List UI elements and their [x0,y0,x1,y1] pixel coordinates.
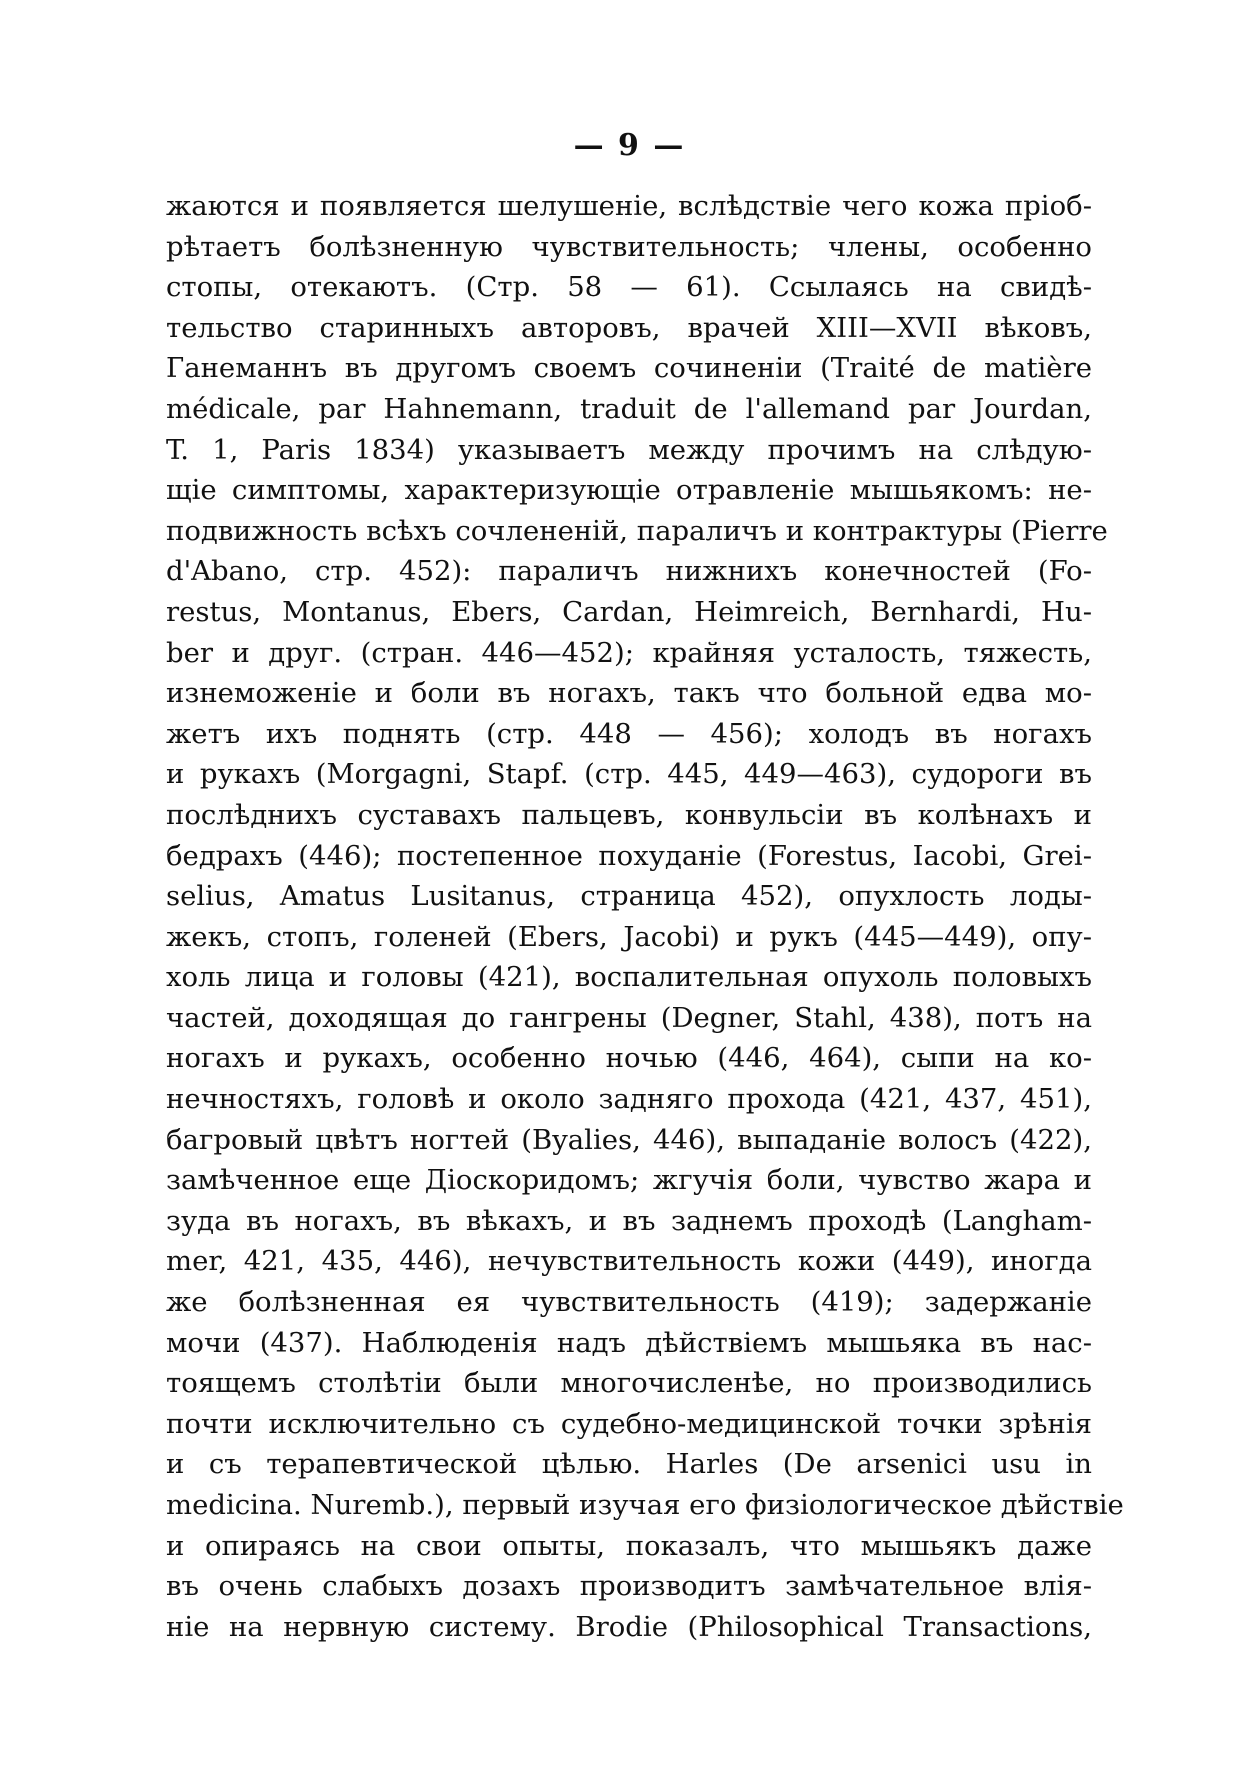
text-line: бедрахъ (446); постепенное похуданіе (Forestus, Iacobi, Grei- [166,839,1092,872]
text-line: подвижность всѣхъ сочлененій, параличъ и контрактуры (Pierre [166,514,1108,547]
text-line: ніе на нервную систему. Brodie (Philosophical Transactions, [166,1610,1092,1643]
text-line: жетъ ихъ поднять (стр. 448 — 456); холодъ въ ногахъ [166,717,1092,750]
text-line: Ганеманнъ въ другомъ своемъ сочиненіи (Traité de matière [166,352,1092,385]
text-line: частей, доходящая до гангрены (Degner, Stahl, 438), потъ на [166,1001,1092,1034]
text-line: багровый цвѣтъ ногтей (Byalies, 446), выпаданіе волосъ (422), [166,1123,1092,1156]
text-line: почти исключительно съ судебно-медицинской точки зрѣнія [166,1407,1092,1440]
text-line: въ очень слабыхъ дозахъ производитъ замѣчательное влія- [166,1570,1092,1603]
text-line: medicina. Nuremb.), первый изучая его физіологическое дѣйствіе [166,1489,1124,1521]
text-line: ber и друг. (стран. 446—452); крайняя усталость, тяжесть, [166,636,1092,669]
text-line: нечностяхъ, головѣ и около задняго прохода (421, 437, 451), [166,1083,1092,1116]
text-line: mer, 421, 435, 446), нечувствительность кожи (449), иногда [166,1245,1092,1278]
text-line: d'Abano, стр. 452): параличъ нижнихъ конечностей (Fo- [166,555,1092,588]
text-line: жекъ, стопъ, голеней (Ebers, Jacobi) и рукъ (445—449), опу- [166,920,1092,953]
text-line: и съ терапевтической цѣлью. Harles (De arsenici usu in [166,1448,1092,1481]
text-line: зуда въ ногахъ, въ вѣкахъ, и въ заднемъ проходѣ (Langham- [166,1204,1092,1237]
text-line: стопы, отекаютъ. (Стр. 58 — 61). Ссылаясь на свидѣ- [166,271,1092,304]
text-line: restus, Montanus, Ebers, Cardan, Heimreich, Bernhardi, Hu- [166,595,1092,628]
text-line: щіе симптомы, характеризующіе отравленіе мышьякомъ: не- [166,474,1092,507]
text-line: и рукахъ (Morgagni, Stapf. (стр. 445, 449—463), судороги въ [166,758,1092,791]
text-line: же болѣзненная ея чувствительность (419); задержаніе [166,1286,1092,1319]
text-line: тоящемъ столѣтіи были многочисленѣе, но производились [166,1367,1092,1400]
text-line: T. 1, Paris 1834) указываетъ между прочимъ на слѣдую- [166,433,1092,466]
text-line: médicale, par Hahnemann, traduit de l'allemand par Jourdan, [166,392,1092,425]
body-text [166,186,1124,1647]
page-number: — 9 — [573,128,686,163]
text-line: холь лица и головы (421), воспалительная опухоль половыхъ [166,961,1092,994]
text-line: selius, Amatus Lusitanus, страница 452), опухлость лоды- [166,880,1092,913]
text-line: ногахъ и рукахъ, особенно ночью (446, 464), сыпи на ко- [166,1042,1092,1075]
text-line: рѣтаетъ болѣзненную чувствительность; члены, особенно [166,230,1092,263]
text-line: тельство старинныхъ авторовъ, врачей XIII—XVII вѣковъ, [166,311,1092,344]
text-line: изнеможеніе и боли въ ногахъ, такъ что больной едва мо- [166,677,1092,710]
text-line: и опираясь на свои опыты, показалъ, что мышьякъ даже [166,1529,1092,1562]
text-line: послѣднихъ суставахъ пальцевъ, конвульсіи въ колѣнахъ и [166,798,1092,831]
text-line: мочи (437). Наблюденія надъ дѣйствіемъ мышьяка въ нас- [166,1326,1092,1359]
text-line: жаются и появляется шелушеніе, вслѣдствіе чего кожа пріоб- [166,190,1092,222]
text-line: замѣченное еще Діоскоридомъ; жгучія боли, чувство жара и [166,1164,1092,1197]
